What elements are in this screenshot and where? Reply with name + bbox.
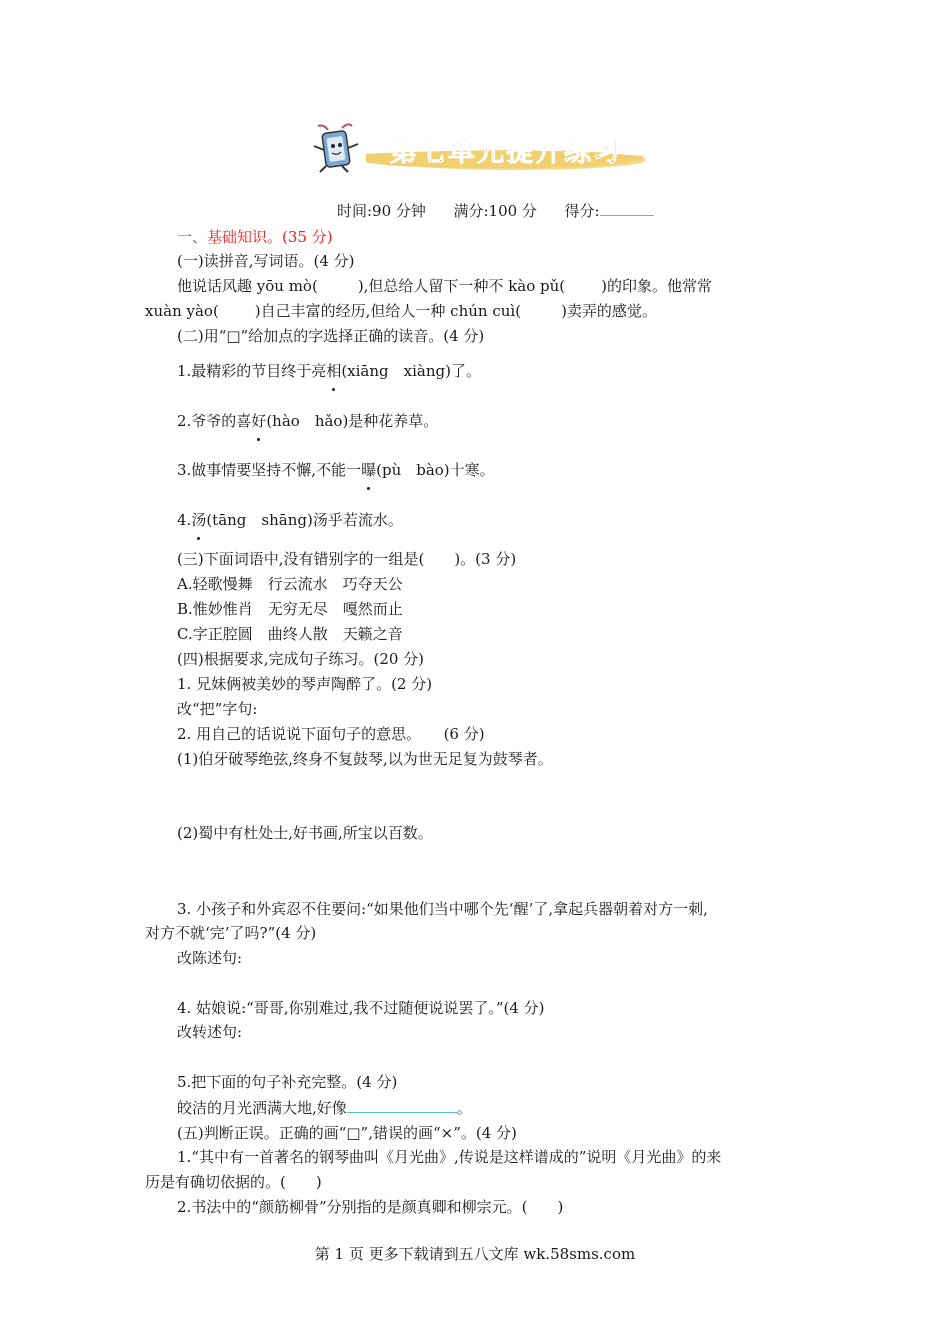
sentence-question-3-line-2: 对方不就‘完’了吗?”(4 分): [145, 924, 317, 942]
sentence-question-2-2: (2)蜀中有杜处士,好书画,所宝以百数。: [177, 824, 433, 842]
exam-meta: [337, 200, 654, 222]
part5-heading: (五)判断正误。正确的画“□”,错误的画“×”。(4 分): [177, 1124, 517, 1142]
part3-heading: (三)下面词语中,没有错别字的一组是( )。(3 分): [177, 550, 517, 568]
completion-blank[interactable]: [347, 1098, 457, 1113]
full-score: 满分:100 分: [453, 202, 537, 220]
reading-question-4: 4.汤(tāng shāng)汤乎若流水。: [177, 511, 403, 529]
sentence-question-3-requirement: 改陈述句:: [177, 949, 243, 967]
sentence-question-5-text: 皎洁的月光洒满大地,好像 。: [177, 1099, 472, 1117]
mascot-icon: [314, 124, 358, 172]
page-title: 第七单元提升练习: [390, 137, 622, 168]
judge-question-1-line-1: 1.“其中有一首著名的钢琴曲叫《月光曲》,传说是这样谱成的”说明《月光曲》的来: [177, 1148, 722, 1166]
sentence-question-2: 2. 用自己的话说说下面句子的意思。 (6 分): [177, 725, 485, 743]
option-b: B.惟妙惟肖 无穷无尽 嘎然而止: [177, 600, 403, 618]
pinyin-line-2: xuàn yào( )自己丰富的经历,但给人一种 chún cuì( )卖弄的感觉。: [145, 302, 657, 320]
sentence-question-1: 1. 兄妹俩被美妙的琴声陶醉了。(2 分): [177, 675, 433, 693]
section-heading: 一、基础知识。(35 分): [177, 228, 333, 246]
sentence-question-3-line-1: 3. 小孩子和外宾忍不住要问:“如果他们当中哪个先‘醒’了,拿起兵器朝着对方一刺,: [177, 900, 708, 918]
sentence-question-1-requirement: 改“把”字句:: [177, 700, 258, 718]
part2-heading: (二)用“□”给加点的字选择正确的读音。(4 分): [177, 327, 485, 345]
judge-question-2: 2.书法中的“颜筋柳骨”分别指的是颜真卿和柳宗元。( ): [177, 1198, 564, 1216]
option-c: C.字正腔圆 曲终人散 天籁之音: [177, 625, 403, 643]
reading-question-1: 1.最精彩的节目终于亮相(xiāng xiàng)了。: [177, 362, 481, 380]
part1-heading: (一)读拼音,写词语。(4 分): [177, 252, 355, 270]
judge-question-1-line-2: 历是有确切依据的。( ): [145, 1173, 322, 1191]
score-label: 得分:: [564, 202, 600, 220]
reading-question-2: 2.爷爷的喜好(hào hǎo)是种花养草。: [177, 412, 439, 430]
sentence-question-4-requirement: 改转述句:: [177, 1023, 243, 1041]
score-blank[interactable]: [600, 201, 654, 216]
title-banner: [306, 122, 650, 178]
sentence-question-2-1: (1)伯牙破琴绝弦,终身不复鼓琴,以为世无足复为鼓琴者。: [177, 750, 553, 768]
sentence-question-4: 4. 姑娘说:“哥哥,你别难过,我不过随便说说罢了。”(4 分): [177, 999, 545, 1017]
option-a: A.轻歌慢舞 行云流水 巧夺天公: [177, 575, 403, 593]
sentence-question-5: 5.把下面的句子补充完整。(4 分): [177, 1073, 398, 1091]
time-limit: 时间:90 分钟: [337, 202, 426, 220]
reading-question-3: 3.做事情要坚持不懈,不能一曝(pù bào)十寒。: [177, 461, 495, 479]
page-footer: 第 1 页 更多下载请到五八文库 wk.58sms.com: [314, 1245, 636, 1263]
pinyin-line-1: 他说话风趣 yōu mò( ),但总给人留下一种不 kào pǔ( )的印象。他常常: [177, 277, 713, 295]
part4-heading: (四)根据要求,完成句子练习。(20 分): [177, 650, 425, 668]
